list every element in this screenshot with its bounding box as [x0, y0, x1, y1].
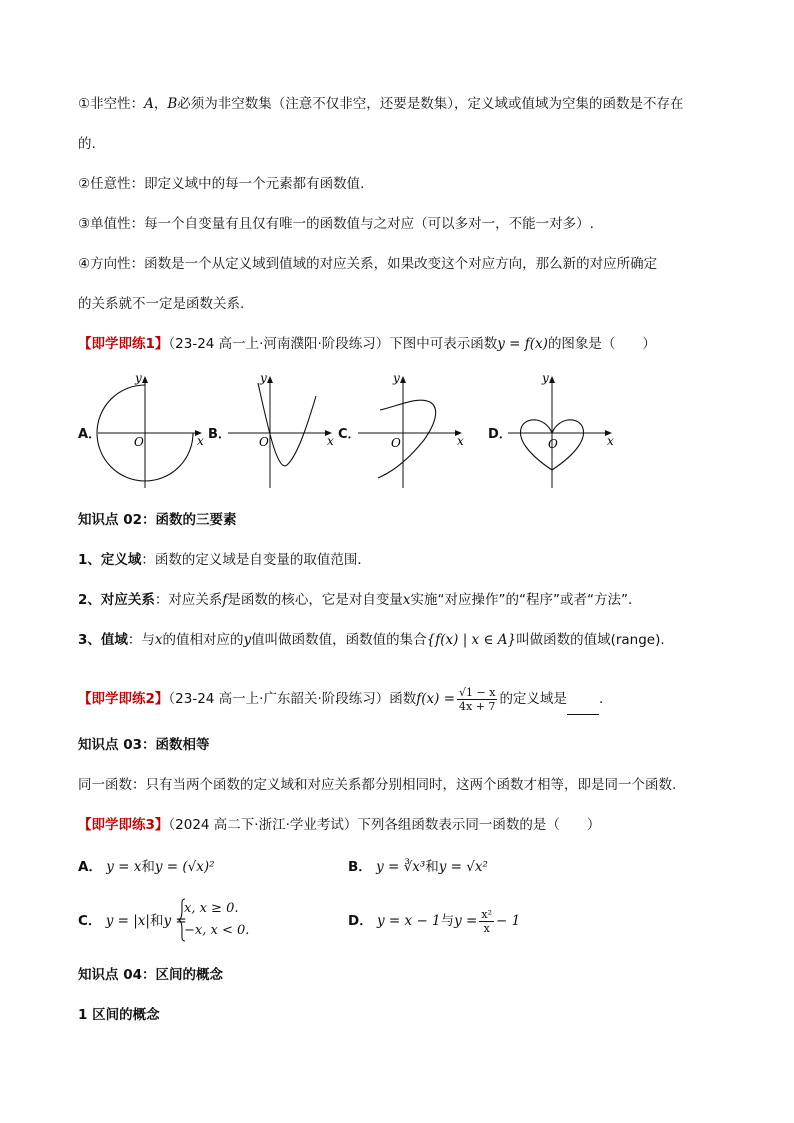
option-d[interactable] [348, 905, 520, 937]
origin-label: O [548, 437, 558, 451]
math-x: x [154, 632, 163, 648]
kp02-title: 知识点 02：函数的三要素 [78, 512, 237, 528]
property-nonempty-cont: 的. [78, 136, 96, 152]
term: 3、值域 [78, 632, 128, 648]
graph-b[interactable] [228, 368, 338, 492]
exercise-1-question [78, 334, 656, 354]
text: ①非空性： [78, 96, 145, 112]
kp03-body: 同一函数：只有当两个函数的定义域和对应关系都分别相同时，这两个函数才相等，即是同一个函数. [78, 777, 677, 793]
y-axis-arrow [549, 376, 555, 383]
y-label: y [260, 371, 267, 385]
formula: y = [454, 913, 478, 929]
case-2: −x, x < 0. [184, 923, 250, 938]
y-label: y [135, 371, 142, 385]
curve-c [378, 400, 436, 478]
x-label: x [607, 434, 614, 448]
text: 和 [149, 913, 164, 929]
text: ：与 [127, 632, 155, 648]
kp04-title: 知识点 04：区间的概念 [78, 967, 223, 983]
term: 2、对应关系 [78, 592, 155, 608]
numerator: √1 − x [459, 685, 496, 699]
option-b-label[interactable]: B． [208, 427, 231, 442]
formula: y = |x| [105, 913, 150, 929]
text: . [598, 691, 604, 707]
exercise-label: 【即学即练3】 [78, 817, 169, 833]
denominator: 4x + 7 [459, 699, 496, 713]
y-axis-arrow [142, 376, 148, 383]
text: 与 [440, 913, 455, 929]
math-A: A [144, 96, 154, 112]
text: 叫做函数的值域(range). [516, 632, 665, 648]
text: 值叫做函数值，函数值的集合 [251, 632, 427, 648]
curve-b [258, 383, 316, 466]
formula: y = (√x)² [154, 859, 215, 875]
text: 的值相对应的 [162, 632, 244, 648]
option-label: C． [78, 913, 102, 929]
text: 的定义域是 [499, 691, 567, 707]
answer-blank[interactable] [567, 700, 599, 715]
property-nonempty [78, 94, 684, 114]
x-label: x [327, 434, 334, 448]
text: 是函数的核心，它是对自变量 [227, 592, 403, 608]
text: （23-24 高一上·广东韶关·阶段练习）函数 [168, 691, 417, 707]
kp02-correspondence [78, 590, 642, 610]
property-direction-cont: 的关系就不一定是函数关系. [78, 296, 245, 312]
y-axis-arrow [400, 376, 406, 383]
exercise-2-question [78, 683, 603, 715]
graph-a[interactable] [98, 368, 208, 492]
text: 和 [141, 859, 155, 875]
formula: y = √x² [438, 859, 488, 875]
text: ， [153, 96, 168, 112]
x-label: x [457, 434, 464, 448]
text: 和 [425, 859, 439, 875]
math-formula: y = f(x) [497, 336, 548, 352]
exercise-label: 【即学即练2】 [78, 691, 169, 707]
kp02-domain [78, 550, 371, 570]
option-b[interactable] [348, 857, 488, 877]
fraction [479, 908, 494, 935]
piecewise-cases [184, 898, 249, 942]
math-set: {f(x) | x ∈ A} [426, 632, 517, 648]
graph-c[interactable] [358, 368, 468, 492]
kp03-title: 知识点 03：函数相等 [78, 737, 210, 753]
numerator: x² [481, 907, 492, 921]
exercise-label: 【即学即练1】 [78, 336, 169, 352]
denominator: x [483, 921, 490, 935]
option-a-label[interactable]: A． [78, 427, 102, 442]
y-label: y [393, 371, 400, 385]
text: 实施“对应操作”的“程序”或者“方法”． [410, 592, 642, 608]
graph-d[interactable] [508, 368, 618, 492]
option-label: A． [78, 859, 102, 875]
formula: y = [163, 913, 187, 929]
text: ：对应关系 [154, 592, 223, 608]
text: （2024 高二下·浙江·学业考试）下列各组函数表示同一函数的是（ ） [168, 817, 601, 833]
math-B: B [167, 96, 178, 112]
fraction [457, 686, 497, 713]
option-d-label[interactable]: D． [488, 427, 512, 442]
text: 的图象是（ ） [547, 336, 656, 352]
case-1: x, x ≥ 0. [184, 901, 239, 916]
term: 1、定义域 [78, 552, 142, 568]
text: ：函数的定义域是自变量的取值范围． [141, 552, 371, 568]
option-a[interactable] [78, 857, 215, 877]
math-fx: f(x) = [416, 691, 456, 707]
option-label: D． [348, 913, 373, 929]
property-direction: ④方向性：函数是一个从定义域到值域的对应关系，如果改变这个对应方向，那么新的对应所确定 [78, 256, 658, 272]
formula: y = x − 1 [377, 913, 441, 929]
text: 必须为非空数集（注意不仅非空，还要是数集），定义域或值域为空集的函数是不存在 [177, 96, 684, 112]
formula: y = ∛x³ [376, 859, 426, 875]
math-f: f [222, 592, 228, 608]
exercise-3-question [78, 815, 600, 835]
origin-label: O [391, 436, 401, 450]
kp02-range [78, 630, 665, 650]
formula: y = x [106, 859, 142, 875]
property-arbitrary: ②任意性：即定义域中的每一个元素都有函数值. [78, 176, 365, 192]
x-label: x [197, 434, 204, 448]
origin-label: O [259, 435, 269, 449]
option-c[interactable] [78, 911, 187, 931]
y-label: y [542, 371, 549, 385]
math-x: x [402, 592, 411, 608]
text: （23-24 高一上·河南濮阳·阶段练习）下图中可表示函数 [168, 336, 498, 352]
origin-label: O [134, 435, 144, 449]
y-axis-arrow [267, 376, 273, 383]
math-y: y [243, 632, 252, 648]
option-c-label[interactable]: C． [338, 427, 361, 442]
formula: − 1 [496, 913, 521, 929]
kp04-subtitle: 1 区间的概念 [78, 1007, 160, 1023]
property-single-valued: ③单值性：每一个自变量有且仅有唯一的函数值与之对应（可以多对一，不能一对多）. [78, 216, 594, 232]
option-label: B． [348, 859, 372, 875]
